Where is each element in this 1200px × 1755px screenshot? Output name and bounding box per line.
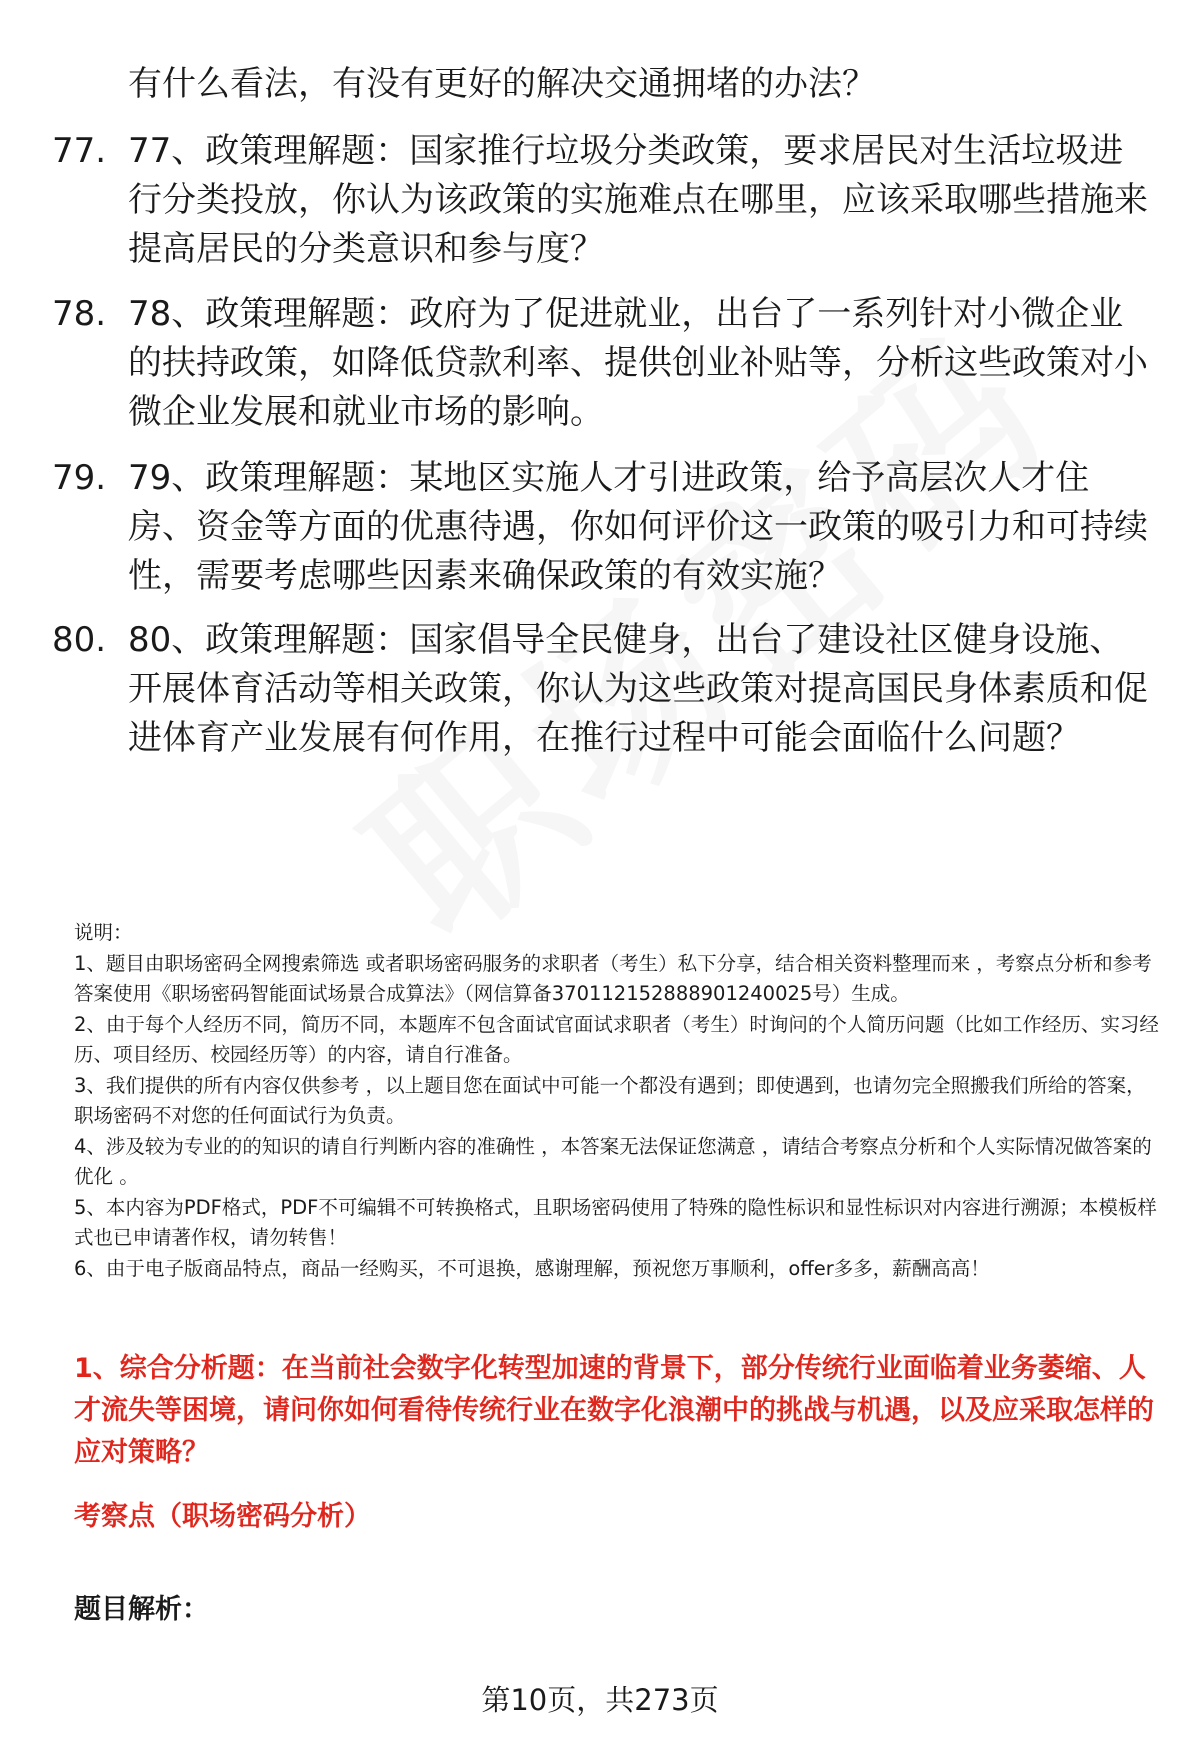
question-text: 79、政策理解题：某地区实施人才引进政策，给予高层次人才住房、资金等方面的优惠待遇，你如何评价这一政策的吸引力和可持续性，需要考虑哪些因素来确保政策的有效实施？ (128, 458, 1148, 596)
question-item (52, 454, 1162, 601)
notes-section (74, 918, 1159, 1284)
question-number: 80. (52, 620, 107, 660)
question-text: 80、政策理解题：国家倡导全民健身，出台了建设社区健身设施、开展体育活动等相关政策，你认为这些政策对提高国民身体素质和促进体育产业发展有何作用，在推行过程中可能会面临什么问题？ (128, 620, 1148, 758)
question-number: 77. (52, 131, 107, 171)
question-text: 78、政策理解题：政府为了促进就业，出台了一系列针对小微企业的扶持政策，如降低贷款利率、提供创业补贴等，分析这些政策对小微企业发展和就业市场的影响。 (128, 294, 1148, 432)
question-item (52, 290, 1162, 437)
note-item: 6、由于电子版商品特点，商品一经购买，不可退换，感谢理解，预祝您万事顺利，offer多多，薪酬高高！ (74, 1256, 990, 1280)
notes-title: 说明： (74, 921, 133, 944)
note-item: 1、题目由职场密码全网搜索筛选 或者职场密码服务的求职者（考生）私下分享，结合相关资料整理而来 ，考察点分析和参考答案使用《职场密码智能面试场景合成算法》（网信算备370112152888901240025号）生成。 (74, 951, 1152, 1005)
highlighted-question: 1、综合分析题：在当前社会数字化转型加速的背景下，部分传统行业面临着业务萎缩、人才流失等困境，请问你如何看待传统行业在数字化浪潮中的挑战与机遇，以及应采取怎样的应对策略？ (74, 1353, 1154, 1468)
analysis-heading: 题目解析： (74, 1594, 209, 1625)
note-item: 5、本内容为PDF格式，PDF不可编辑不可转换格式，且职场密码使用了特殊的隐性标识和显性标识对内容进行溯源；本模板样式也已申请著作权，请勿转售！ (74, 1195, 1157, 1249)
note-item: 2、由于每个人经历不同，简历不同，本题库不包含面试官面试求职者（考生）时询问的个人简历问题（比如工作经历、实习经历、项目经历、校园经历等）的内容，请自行准备。 (74, 1012, 1159, 1066)
question-number: 79. (52, 458, 107, 498)
note-item: 3、我们提供的所有内容仅供参考 ，以上题目您在面试中可能一个都没有遇到；即使遇到，也请勿完全照搬我们所给的答案，职场密码不对您的任何面试行为负责。 (74, 1073, 1146, 1127)
note-item: 4、涉及较为专业的的知识的请自行判断内容的准确性 ，本答案无法保证您满意 ，请结合考察点分析和个人实际情况做答案的优化 。 (74, 1134, 1152, 1188)
question-item (52, 616, 1162, 763)
question-number: 78. (52, 294, 107, 334)
question-continuation: 有什么看法，有没有更好的解决交通拥堵的办法？ (128, 64, 876, 104)
question-item (52, 127, 1162, 274)
question-text: 77、政策理解题：国家推行垃圾分类政策，要求居民对生活垃圾进行分类投放，你认为该政策的实施难点在哪里，应该采取哪些措施来提高居民的分类意识和参与度？ (128, 131, 1148, 269)
exam-point-heading: 考察点（职场密码分析） (74, 1501, 371, 1532)
page-number: 第10页，共273页 (481, 1683, 719, 1717)
